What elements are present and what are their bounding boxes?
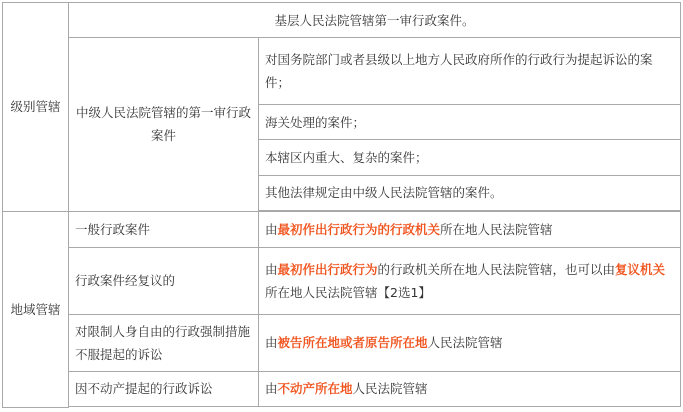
rule-text: 由 [265,381,278,397]
case-type-cell: 对限制人身自由的行政强制措施不服提起的诉讼 [69,314,259,371]
rule-text: 所在地人民法院管辖【2选1】 [265,284,431,300]
jurisdiction-table [2,2,681,408]
level-item-cell: 海关处理的案件； [259,105,681,140]
highlighted-text: 最初作出行政行为 [277,261,378,277]
court-rule-cell [259,211,681,247]
highlighted-text: 不动产所在地 [277,381,353,397]
table-row [3,211,681,247]
table-row [3,38,681,105]
level-item-cell: 本辖区内重大、复杂的案件； [259,140,681,175]
rule-text: 由 [265,335,278,351]
table-row [3,247,681,314]
rule-text: 人民法院管辖 [352,381,428,397]
table-row [3,314,681,371]
rule-text: 人民法院管辖 [427,335,503,351]
highlighted-text: 复议机关 [615,261,666,277]
case-type-cell: 一般行政案件 [69,211,259,247]
rule-text: 的行政机关所在地人民法院管辖，也可以由 [377,261,616,277]
level-item-cell: 其他法律规定由中级人民法院管辖的案件。 [259,175,681,210]
table-row [3,371,681,406]
case-type-cell: 因不动产提起的行政诉讼 [69,371,259,406]
highlighted-text: 被告所在地或者原告所在地 [277,335,428,351]
table-row [3,3,681,38]
court-rule-cell [259,371,681,406]
level-item-cell: 对国务院部门或者县级以上地方人民政府所作的行政行为提起诉讼的案件； [259,38,681,105]
level-jurisdiction-label: 级别管辖 [3,3,69,212]
case-type-cell: 行政案件经复议的 [69,247,259,314]
intermediate-court-cell: 中级人民法院管辖的第一审行政案件 [69,38,259,212]
rule-text: 所在地人民法院管辖 [440,221,553,237]
rule-text: 由 [265,221,278,237]
basic-court-cell: 基层人民法院管辖第一审行政案件。 [69,3,681,38]
rule-text: 由 [265,261,278,277]
table-row [3,406,681,407]
region-jurisdiction-label: 地域管辖 [3,211,69,407]
court-rule-cell [259,314,681,371]
court-rule-cell [259,247,681,314]
highlighted-text: 最初作出行政行为的行政机关 [277,221,441,237]
